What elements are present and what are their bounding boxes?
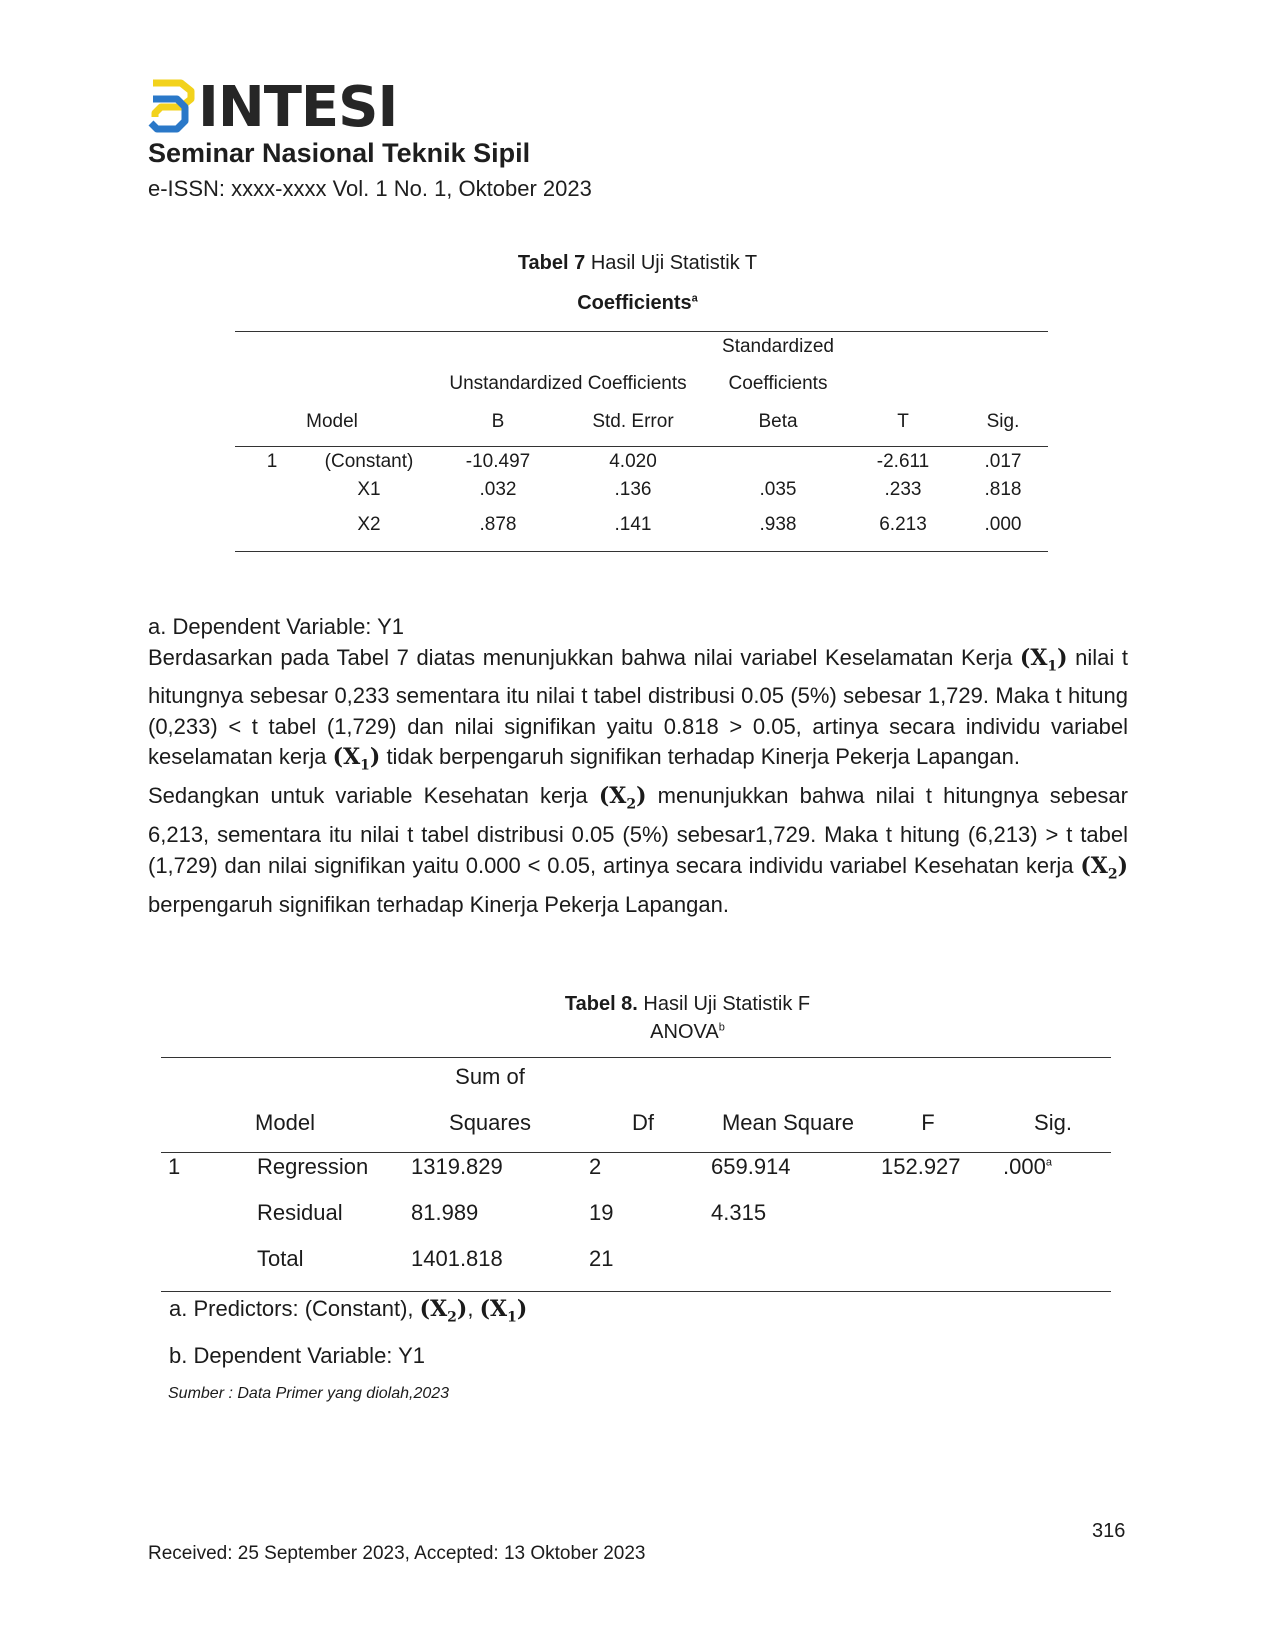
table8-subtitle: ANOVA$^b$ (650, 1021, 725, 1043)
table8-header-mean-square: Mean Square (721, 1110, 855, 1135)
table7-header-beta: Beta (758, 411, 798, 432)
table8-df: 21 (589, 1246, 614, 1271)
journal-title: Seminar Nasional Teknik Sipil (148, 138, 531, 168)
table7-t: -2.611 (876, 451, 930, 472)
journal-issn: e-ISSN: xxxx-xxxx Vol. 1 No. 1, Oktober 2023 (148, 176, 592, 201)
table8-header-df: Df (632, 1110, 654, 1135)
table8-header-rule (161, 1152, 1111, 1153)
math-x1: $(X_1)$ (332, 744, 381, 774)
table8-header-f: F (921, 1110, 935, 1135)
table7-b: .032 (479, 479, 517, 500)
table8-f: 152.927 (881, 1154, 961, 1179)
math-x2: $(X_2)$ (598, 783, 647, 813)
table8-bottom-rule (161, 1291, 1111, 1292)
table8-mean-square: 4.315 (711, 1200, 767, 1225)
table8-sum-of-squares: 1319.829 (411, 1154, 503, 1179)
table8-row-name: Regression (257, 1154, 369, 1179)
table7-header-model: Model (306, 411, 358, 432)
table7-header-t: T (897, 411, 909, 432)
table7-header-unstandardized: Unstandardized Coefficients (449, 373, 687, 394)
table7-beta: .938 (759, 514, 797, 535)
table7-bottom-rule (235, 551, 1048, 552)
table8-sig: .000$^a$ (1003, 1154, 1052, 1179)
math-x1: $(X_1)$ (479, 1296, 528, 1326)
table8-sum-of-squares: 81.989 (411, 1200, 479, 1225)
logo-wordmark: INTESI (198, 75, 398, 140)
table7-footnote: a. Dependent Variable: Y1 (148, 614, 405, 639)
table8-header-sig: Sig. (1034, 1110, 1072, 1135)
table8-note-dependent: b. Dependent Variable: Y1 (169, 1343, 426, 1368)
table7-row-name: X2 (357, 514, 381, 535)
table7-header-coefficients: Coefficients (728, 373, 828, 394)
table7-b: .878 (479, 514, 517, 535)
body-text (148, 612, 1128, 920)
table7-header-rule (235, 446, 1048, 447)
math-x2: $(X_2)$ (419, 1296, 468, 1326)
table7-row-name: X1 (357, 479, 381, 500)
table7-sig: .818 (984, 479, 1022, 500)
table7-sig: .017 (984, 451, 1022, 472)
table7-caption: Tabel 7 Hasil Uji Statistik T (517, 252, 758, 274)
table8-df: 2 (589, 1154, 602, 1179)
table7-std-error: .141 (614, 514, 652, 535)
table8-caption: Tabel 8. Hasil Uji Statistik F (564, 993, 811, 1015)
table7-b: -10.497 (465, 451, 531, 472)
table8-header-sum-of: Sum of (455, 1064, 525, 1089)
table7-header-b: B (491, 411, 505, 432)
table7-std-error: .136 (614, 479, 652, 500)
math-x1: $(X_1)$ (1019, 644, 1068, 674)
table8-note-predictors: a. Predictors: (Constant), $(X_2)$, $(X_1)$ (169, 1296, 528, 1326)
received-accepted-dates: Received: 25 September 2023, Accepted: 13 Oktober 2023 (148, 1543, 646, 1564)
table7-subtitle: Coefficients$^a$ (577, 292, 698, 314)
table7-header-standardized: Standardized (722, 336, 834, 357)
table7-header-std-error: Std. Error (592, 411, 674, 432)
table8-mean-square: 659.914 (711, 1154, 791, 1179)
table8-sum-of-squares: 1401.818 (411, 1246, 503, 1271)
table8-model-number: 1 (168, 1154, 181, 1179)
table7-t: .233 (884, 479, 922, 500)
table7-t: 6.213 (879, 514, 927, 535)
table8-row-name: Residual (257, 1200, 343, 1225)
math-x2: $(X_2)$ (1080, 852, 1128, 883)
table7-beta: .035 (759, 479, 797, 500)
table7-top-rule (235, 331, 1048, 332)
table7-header-sig: Sig. (986, 411, 1020, 432)
page-number: 316 (1092, 1520, 1126, 1542)
source-note: Sumber : Data Primer yang diolah,2023 (168, 1385, 450, 1402)
table8-df: 19 (589, 1200, 614, 1225)
table8-header-squares: Squares (449, 1110, 531, 1135)
table7-row-name: (Constant) (324, 451, 414, 472)
paragraph-x1: Berdasarkan pada Tabel 7 diatas menunjukkan bahwa nilai variabel Keselamatan Kerja $(X_1)$ nilai t hitungnya sebesar 0,233 sementara itu nilai t tabel distribusi 0.05 (5%) sebesar 1,729. Maka t hitung (0,233) < t tabel (1,729) dan nilai signifikan yaitu 0.818 > 0.05, artinya secara individu variabel keselamatan kerja $(X_1)$ tidak berpengaruh signifikan terhadap Kinerja Pekerja Lapangan. (148, 644, 1128, 774)
table7-sig: .000 (984, 514, 1022, 535)
intesi-logo-icon (147, 77, 195, 135)
table8-row-name: Total (257, 1246, 304, 1271)
table7-std-error: 4.020 (609, 451, 657, 472)
table7-model-number: 1 (266, 451, 278, 472)
table8-header-model: Model (255, 1110, 315, 1135)
paragraph-x2: Sedangkan untuk variable Kesehatan kerja $(X_2)$ menunjukkan bahwa nilai t hitungnya sebesar 6,213, sementara itu nilai t tabel distribusi 0.05 (5%) sebesar1,729. Maka t hitung (6,213) > t tabel (1,729) dan nilai signifikan yaitu 0.000 < 0.05, artinya secara individu variabel Kesehatan kerja $(X_2)$ berpengaruh signifikan terhadap Kinerja Pekerja Lapangan. (148, 783, 1128, 917)
table8-top-rule (161, 1057, 1111, 1058)
